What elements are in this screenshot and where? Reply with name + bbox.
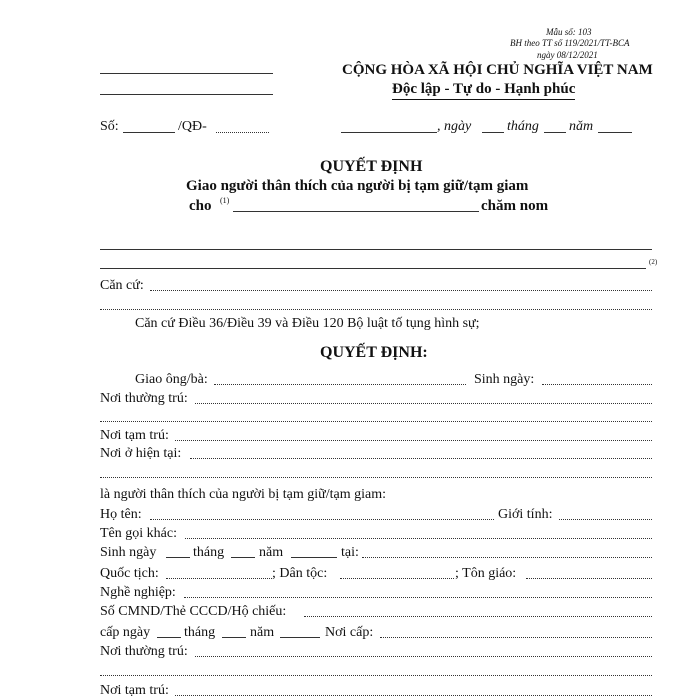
issue-day-field[interactable] xyxy=(482,132,504,133)
detainee-religion-field[interactable] xyxy=(526,578,652,579)
detainee-alias-label: Tên gọi khác: xyxy=(100,526,177,541)
detainee-name-field[interactable] xyxy=(233,211,479,212)
detainee-job-label: Nghề nghiệp: xyxy=(100,585,176,600)
detainee-gender-label: Giới tính: xyxy=(498,507,553,522)
detainee-issue-place-label: Nơi cấp: xyxy=(325,625,374,640)
nam-label: năm xyxy=(569,119,594,134)
ref-line-1[interactable] xyxy=(100,249,652,250)
recipient-name-field[interactable] xyxy=(214,384,466,385)
decision-heading: QUYẾT ĐỊNH: xyxy=(320,344,428,361)
relative-of-text: là người thân thích của người bị tạm giữ/tạm giam: xyxy=(100,487,387,502)
detainee-issue-year-field[interactable] xyxy=(280,637,320,638)
detainee-ethnic-field[interactable] xyxy=(340,578,454,579)
detainee-issue-month-field[interactable] xyxy=(222,637,246,638)
basis-field-1[interactable] xyxy=(150,290,652,291)
detainee-religion-label: ; Tôn giáo: xyxy=(455,566,517,581)
detainee-issue-day-label: cấp ngày xyxy=(100,625,151,640)
so-field[interactable] xyxy=(123,132,175,133)
recipient-temporary-field[interactable] xyxy=(175,440,652,441)
detainee-permanent-label: Nơi thường trú: xyxy=(100,644,188,659)
detainee-name-label: Họ tên: xyxy=(100,507,142,522)
detainee-birth-year-field[interactable] xyxy=(291,557,337,558)
recipient-permanent-label: Nơi thường trú: xyxy=(100,391,188,406)
recipient-permanent-field-2[interactable] xyxy=(100,421,652,422)
place-field[interactable] xyxy=(341,132,437,133)
agency-line-1[interactable] xyxy=(100,73,273,74)
qd-label: /QĐ- xyxy=(178,119,207,134)
detainee-nationality-label: Quốc tịch: xyxy=(100,566,159,581)
detainee-birth-day-field[interactable] xyxy=(166,557,190,558)
detainee-issue-place-field[interactable] xyxy=(380,637,652,638)
detainee-birth-place-label: tại: xyxy=(341,545,359,560)
footnote-ref-1: (1) xyxy=(220,196,230,205)
detainee-alias-field[interactable] xyxy=(185,538,652,539)
detainee-ethnic-label: ; Dân tộc: xyxy=(272,566,328,581)
issue-year-field[interactable] xyxy=(598,132,632,133)
detainee-issue-year-label: năm xyxy=(250,625,275,640)
recipient-dob-field[interactable] xyxy=(542,384,652,385)
detainee-permanent-field-2[interactable] xyxy=(100,675,652,676)
recipient-current-field-2[interactable] xyxy=(100,477,652,478)
detainee-id-field[interactable] xyxy=(304,616,652,617)
basis-field-2[interactable] xyxy=(100,309,652,310)
detainee-birth-year-label: năm xyxy=(259,545,284,560)
qd-suffix-field[interactable] xyxy=(216,132,269,133)
decision-subtitle-1: Giao người thân thích của người bị tạm giữ/tạm giam xyxy=(186,178,529,194)
detainee-birth-day-label: Sinh ngày xyxy=(100,545,157,560)
nation-heading: CỘNG HÒA XÃ HỘI CHỦ NGHĨA VIỆT NAM xyxy=(342,62,653,78)
ref-line-2[interactable] xyxy=(100,268,646,269)
form-code-line1: Mẫu số: 103 xyxy=(546,27,592,37)
recipient-current-field-1[interactable] xyxy=(190,458,652,459)
basis-label: Căn cứ: xyxy=(100,278,144,293)
recipient-current-label: Nơi ở hiện tại: xyxy=(100,446,182,461)
footnote-ref-2: (2) xyxy=(649,258,658,266)
motto: Độc lập - Tự do - Hạnh phúc xyxy=(392,81,575,100)
detainee-birth-month-field[interactable] xyxy=(231,557,255,558)
detainee-birth-place-field[interactable] xyxy=(362,557,652,558)
detainee-issue-day-field[interactable] xyxy=(157,637,181,638)
detainee-nationality-field[interactable] xyxy=(166,578,272,579)
detainee-temporary-field[interactable] xyxy=(175,695,652,696)
agency-line-2[interactable] xyxy=(100,94,273,95)
so-label: Số: xyxy=(100,119,119,134)
detainee-job-field[interactable] xyxy=(184,597,652,598)
giao-label: Giao ông/bà: xyxy=(135,372,208,387)
issue-month-field[interactable] xyxy=(544,132,566,133)
detainee-gender-field[interactable] xyxy=(559,519,652,520)
detainee-id-label: Số CMND/Thẻ CCCD/Hộ chiếu: xyxy=(100,604,287,619)
recipient-permanent-field-1[interactable] xyxy=(195,403,652,404)
detainee-permanent-field-1[interactable] xyxy=(195,656,652,657)
recipient-temporary-label: Nơi tạm trú: xyxy=(100,428,169,443)
decision-title: QUYẾT ĐỊNH xyxy=(320,158,423,175)
decision-subtitle-prefix: cho xyxy=(189,198,212,214)
thang-label: tháng xyxy=(507,119,539,134)
detainee-temporary-label: Nơi tạm trú: xyxy=(100,683,169,698)
basis-law-text: Căn cứ Điều 36/Điều 39 và Điều 120 Bộ luật tố tụng hình sự; xyxy=(135,316,480,331)
form-code-line3: ngày 08/12/2021 xyxy=(537,50,598,60)
recipient-dob-label: Sinh ngày: xyxy=(474,372,535,387)
ngay-label: , ngày xyxy=(437,119,472,134)
detainee-issue-month-label: tháng xyxy=(184,625,216,640)
detainee-name-input[interactable] xyxy=(150,519,494,520)
form-code-line2: BH theo TT số 119/2021/TT-BCA xyxy=(510,38,630,48)
decision-subtitle-suffix: chăm nom xyxy=(481,198,549,214)
detainee-birth-month-label: tháng xyxy=(193,545,225,560)
